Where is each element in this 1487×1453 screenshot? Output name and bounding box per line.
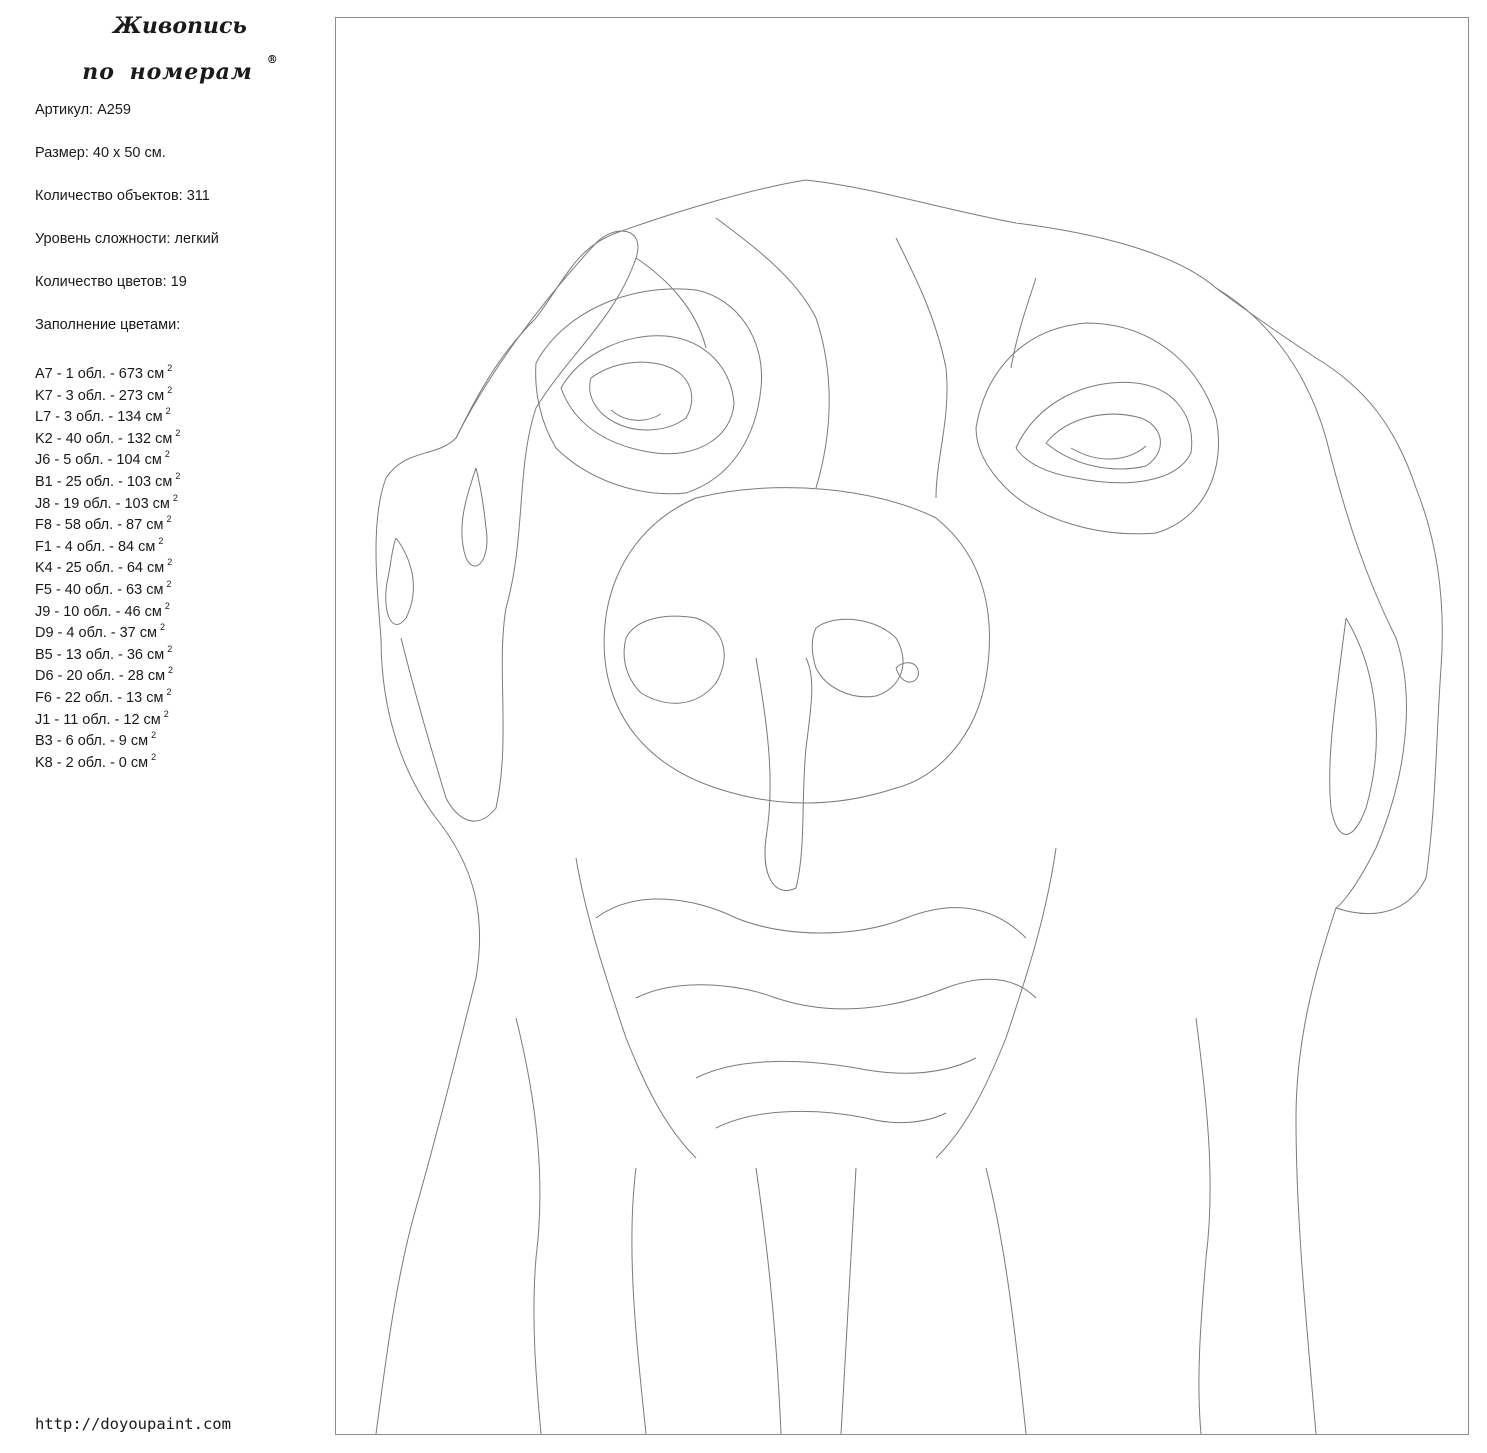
- objects-count-label: Количество объектов: 311: [35, 188, 210, 204]
- color-row: F5 - 40 обл. - 63 см $^2$: [35, 578, 172, 598]
- color-row: K4 - 25 обл. - 64 см $^2$: [35, 557, 173, 577]
- article-label: Артикул: А259: [35, 102, 131, 118]
- fill-title: Заполнение цветами:: [35, 317, 181, 333]
- color-row: F1 - 4 обл. - 84 см $^2$: [35, 535, 164, 555]
- color-row: J8 - 19 обл. - 103 см $^2$: [35, 492, 178, 512]
- color-row: F6 - 22 обл. - 13 см $^2$: [35, 686, 172, 706]
- dog-portrait-icon: [336, 18, 1468, 1434]
- brand-line2: по номерам: [82, 59, 253, 85]
- website-link[interactable]: http://doyoupaint.com: [35, 1415, 231, 1433]
- color-row: B1 - 25 обл. - 103 см $^2$: [35, 470, 181, 490]
- color-row: J6 - 5 обл. - 104 см $^2$: [35, 449, 170, 469]
- difficulty-label: Уровень сложности: легкий: [35, 231, 219, 247]
- color-row: K2 - 40 обл. - 132 см $^2$: [35, 427, 181, 447]
- color-fill-list: [35, 358, 181, 771]
- registered-mark: ®: [266, 53, 278, 66]
- brand-line1: Живопись: [113, 13, 247, 39]
- color-row: D6 - 20 обл. - 28 см $^2$: [35, 665, 174, 685]
- size-label: Размер: 40 х 50 см.: [35, 145, 166, 161]
- color-row: J1 - 11 обл. - 12 см $^2$: [35, 708, 169, 728]
- brand-logo: [60, 10, 300, 89]
- color-row: B5 - 13 обл. - 36 см $^2$: [35, 643, 173, 663]
- color-row: D9 - 4 обл. - 37 см $^2$: [35, 622, 165, 642]
- colors-count-label: Количество цветов: 19: [35, 274, 187, 290]
- color-row: L7 - 3 обл. - 134 см $^2$: [35, 406, 171, 426]
- color-row: K7 - 3 обл. - 273 см $^2$: [35, 384, 173, 404]
- coloring-canvas: [335, 17, 1469, 1435]
- color-row: A7 - 1 обл. - 673 см $^2$: [35, 363, 173, 382]
- product-info: [35, 100, 325, 358]
- color-row: J9 - 10 обл. - 46 см $^2$: [35, 600, 170, 620]
- color-row: F8 - 58 обл. - 87 см $^2$: [35, 514, 172, 534]
- color-row: B3 - 6 обл. - 9 см $^2$: [35, 730, 157, 750]
- color-row: K8 - 2 обл. - 0 см $^2$: [35, 751, 157, 771]
